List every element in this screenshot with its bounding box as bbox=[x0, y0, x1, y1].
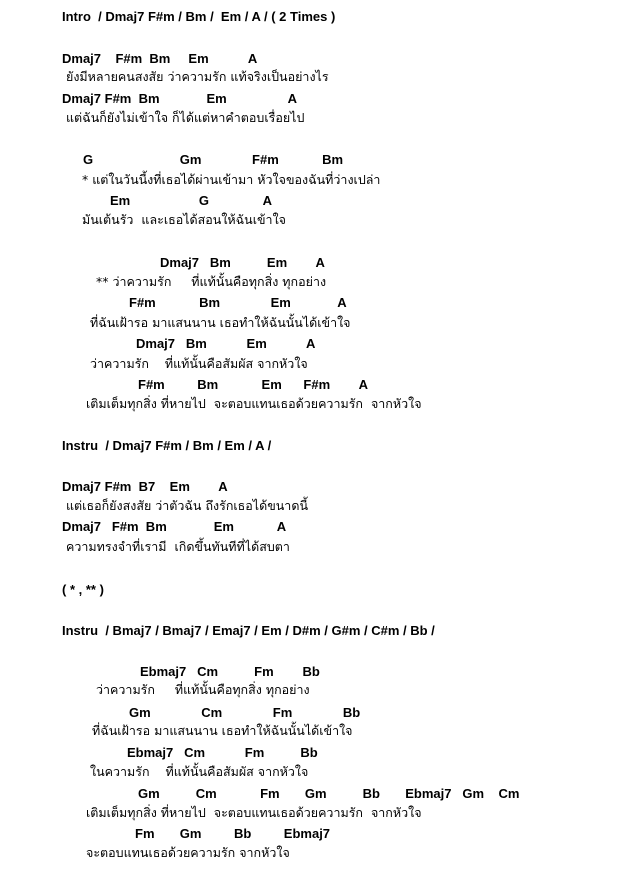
instru-line: Instru / Dmaj7 F#m / Bm / Em / A / bbox=[62, 438, 272, 453]
lyric-line: เติมเต็มทุกสิ่ง ที่หายไป จะตอบแทนเธอด้วยความรัก จากหัวใจ bbox=[86, 805, 422, 820]
chord-line: Dmaj7 F#m Bm Em A bbox=[62, 519, 287, 534]
chord-line: Dmaj7 F#m Bm Em A bbox=[62, 51, 258, 66]
lyric-line: จะตอบแทนเธอด้วยความรัก จากหัวใจ bbox=[86, 845, 290, 860]
chord-line: Dmaj7 F#m Bm Em A bbox=[62, 91, 298, 106]
lyric-line: ว่าความรัก ที่แท้นั้นคือทุกสิ่ง ทุกอย่าง bbox=[96, 682, 310, 697]
lyric-line: ความทรงจำที่เรามี เกิดขึ้นทันทีที่ได้สบตา bbox=[66, 539, 290, 554]
lyric-line: ยังมีหลายคนสงสัย ว่าความรัก แท้จริงเป็นอย่างไร bbox=[66, 69, 329, 84]
lyric-line: * แต่ในวันนี้งที่เธอได้ผ่านเข้ามา หัวใจของฉันที่ว่างเปล่า bbox=[82, 172, 381, 187]
chord-line: Fm Gm Bb Ebmaj7 bbox=[135, 826, 331, 841]
instru-line: Instru / Bmaj7 / Bmaj7 / Emaj7 / Em / D#m / G#m / C#m / Bb / bbox=[62, 623, 435, 638]
lyric-line: ** ว่าความรัก ที่แท้นั้นคือทุกสิ่ง ทุกอย่าง bbox=[96, 274, 327, 289]
chord-line: Dmaj7 Bm Em A bbox=[160, 255, 325, 270]
chord-line: Ebmaj7 Cm Fm Bb bbox=[140, 664, 320, 679]
chord-line: Dmaj7 F#m B7 Em A bbox=[62, 479, 228, 494]
repeat-marker: ( * , ** ) bbox=[62, 582, 104, 597]
lyric-line: ที่ฉันเฝ้ารอ มาแสนนาน เธอทำให้ฉันนั้นได้เข้าใจ bbox=[92, 723, 353, 738]
lyric-line: แต่ฉันก็ยังไม่เข้าใจ ก็ได้แต่หาคำตอบเรื่อยไป bbox=[66, 110, 305, 125]
lyric-line: ที่ฉันเฝ้ารอ มาแสนนาน เธอทำให้ฉันนั้นได้เข้าใจ bbox=[90, 315, 351, 330]
chord-line: F#m Bm Em F#m A bbox=[138, 377, 368, 392]
lyric-line: มันเต้นรัว และเธอได้สอนให้ฉันเข้าใจ bbox=[82, 212, 286, 227]
chord-line: G Gm F#m Bm bbox=[83, 152, 344, 167]
lyric-line: ในความรัก ที่แท้นั้นคือสัมผัส จากหัวใจ bbox=[90, 764, 309, 779]
chord-line: Ebmaj7 Cm Fm Bb bbox=[127, 745, 318, 760]
chord-line: Gm Cm Fm Gm Bb Ebmaj7 Gm Cm bbox=[138, 786, 520, 801]
chord-line: Em G A bbox=[110, 193, 273, 208]
chord-line: F#m Bm Em A bbox=[129, 295, 347, 310]
intro-line: Intro / Dmaj7 F#m / Bm / Em / A / ( 2 Times ) bbox=[62, 9, 336, 24]
chord-line: Dmaj7 Bm Em A bbox=[136, 336, 316, 351]
chord-line: Gm Cm Fm Bb bbox=[129, 705, 361, 720]
lyric-line: แต่เธอก็ยังสงสัย ว่าตัวฉัน ถึงรักเธอได้ขนาดนี้ bbox=[66, 498, 308, 513]
lyric-line: เติมเต็มทุกสิ่ง ที่หายไป จะตอบแทนเธอด้วยความรัก จากหัวใจ bbox=[86, 396, 422, 411]
lyric-line: ว่าความรัก ที่แท้นั้นคือสัมผัส จากหัวใจ bbox=[90, 356, 308, 371]
